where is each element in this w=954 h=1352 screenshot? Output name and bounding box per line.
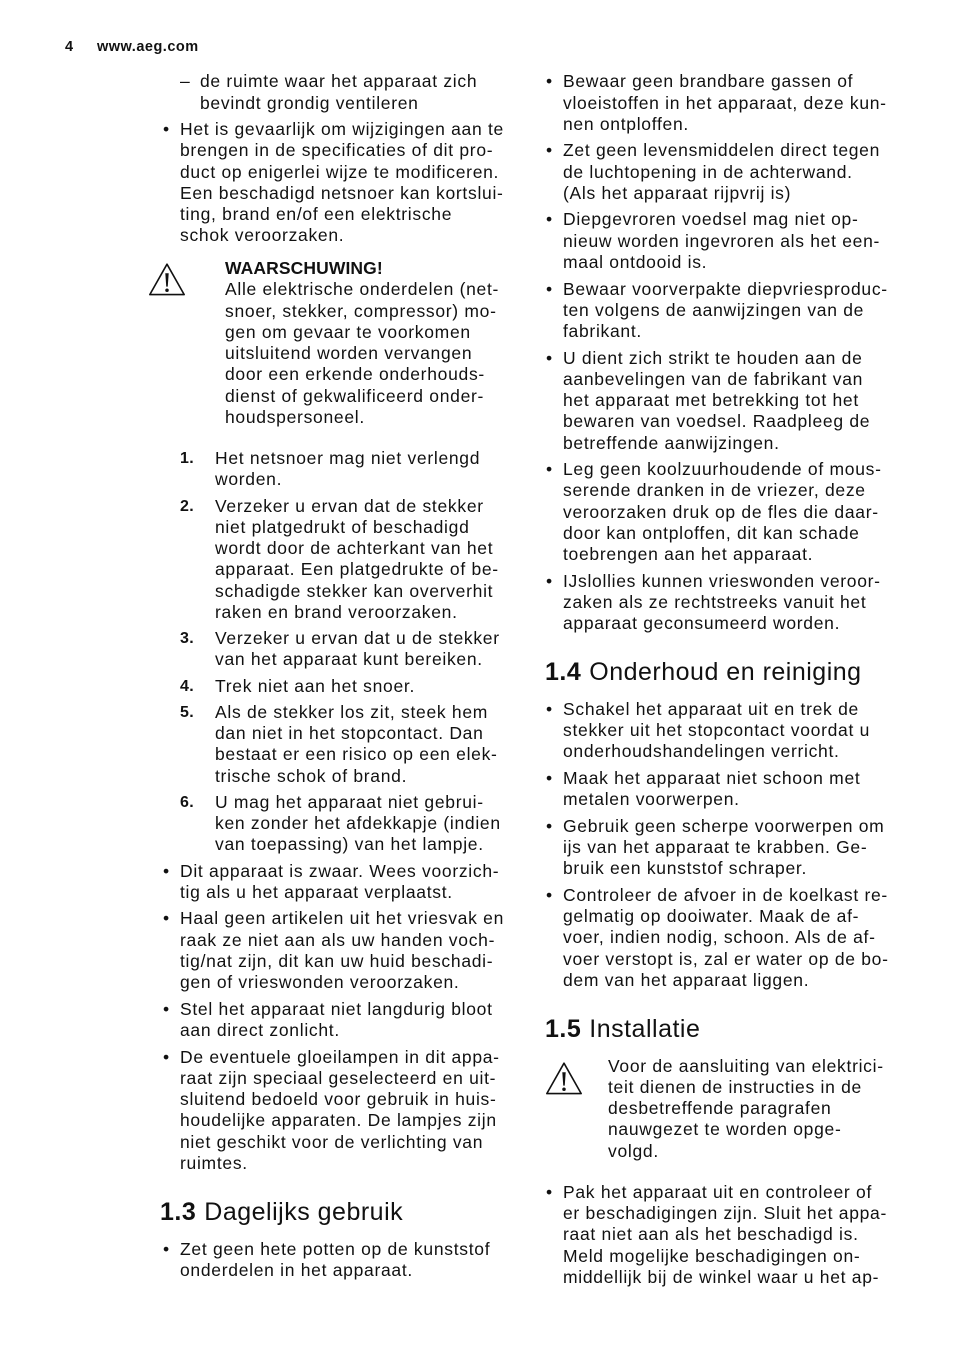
bullet-list-item: [545, 279, 925, 343]
warning-line: door een erkende onderhouds-: [225, 364, 485, 385]
bullet-marker: •: [546, 347, 553, 368]
step-number: 6.: [180, 793, 195, 811]
bullet-list-item: [545, 571, 925, 635]
bullet-item-line: vloeistoffen in het apparaat, deze kun-: [563, 92, 887, 113]
bullet-item-line: zaken als ze rechtstreeks vanuit het: [563, 591, 867, 612]
bullet-item-line: duct op enigerlei wijze te modificeren.: [180, 161, 500, 182]
bullet-item-line: veroorzaken druk op de fles die daar-: [563, 501, 879, 522]
bullet-item-line: nieuw worden ingevroren als het een-: [563, 230, 881, 251]
bullet-marker: •: [163, 1238, 170, 1259]
step-line: U mag het apparaat niet gebrui-: [215, 791, 484, 812]
bullet-marker: •: [163, 1046, 170, 1067]
bullet-list-item: [545, 140, 925, 204]
exclamation-dot: [562, 1087, 566, 1091]
bullet-item-line: Dit apparaat is zwaar. Wees voorzich-: [180, 860, 500, 881]
section-title: Dagelijks gebruik: [204, 1197, 404, 1226]
bullet-item-line: Maak het apparaat niet schoon met: [563, 767, 861, 788]
numbered-list-item: [160, 448, 530, 491]
warning-icon: [545, 1061, 583, 1096]
step-text: [215, 676, 530, 697]
bullet-item-line: betreffende aanwijzingen.: [563, 432, 780, 453]
step-number: 5.: [180, 703, 195, 721]
warning-triangle-svg: [148, 262, 186, 297]
bullet-list-item: [160, 1047, 530, 1175]
bullet-list-item: [160, 861, 530, 904]
section-title: Installatie: [589, 1014, 701, 1043]
step-line: worden.: [215, 469, 283, 490]
bullet-list-item: [160, 1239, 530, 1282]
bullet-item-line: IJslollies kunnen vrieswonden veroor-: [563, 570, 881, 591]
warning-line: dienst of gekwalificeerd onder-: [225, 385, 485, 406]
bullet-item-line: Pak het apparaat uit en controleer of: [563, 1181, 873, 1202]
bullet-item-line: De eventuele gloeilampen in dit appa-: [180, 1046, 500, 1067]
step-line: schadigde stekker kan oververhit: [215, 580, 494, 601]
bullet-marker: •: [546, 209, 553, 230]
left-column: [160, 71, 530, 1286]
step-number: 4.: [180, 677, 195, 695]
right-column: [545, 71, 925, 1293]
dash-item-text: [200, 71, 530, 114]
bullet-item-line: ijs van het apparaat te krabben. Ge-: [563, 837, 868, 858]
warning-line: nauwgezet te worden opge-: [608, 1119, 842, 1140]
bullet-item-line: raat niet aan als het beschadigd is.: [563, 1224, 859, 1245]
bullet-item-line: gen of vrieswonden veroorzaken.: [180, 972, 460, 993]
bullet-item-line: Het is gevaarlijk om wijzigingen aan te: [180, 119, 504, 140]
step-line: Als de stekker los zit, steek hem: [215, 701, 489, 722]
step-line: trische schok of brand.: [215, 765, 408, 786]
bullet-marker: •: [546, 815, 553, 836]
bullet-item-text: [563, 71, 925, 135]
section-number: 1.3: [160, 1197, 197, 1226]
bullet-list-item: [160, 119, 530, 247]
bullet-item-text: [180, 861, 530, 904]
bullet-marker: •: [546, 278, 553, 299]
bullet-marker: •: [546, 767, 553, 788]
warning-line: teit dienen de instructies in de: [608, 1076, 862, 1097]
bullet-item-line: raak ze niet aan als uw handen voch-: [180, 929, 496, 950]
bullet-item-text: [563, 699, 925, 763]
bullet-item-line: houdelijke apparaten. De lampjes zijn: [180, 1110, 497, 1131]
warning-title: WAARSCHUWING!: [225, 258, 383, 279]
warning-line: snoer, stekker, compressor) mo-: [225, 300, 497, 321]
step-line: Verzeker u ervan dat de stekker: [215, 495, 484, 516]
warning-line: volgd.: [608, 1140, 659, 1161]
bullet-item-line: dem van het apparaat liggen.: [563, 969, 810, 990]
step-line: dan niet in het stopcontact. Dan: [215, 723, 484, 744]
bullet-item-line: brengen in de specificaties of dit pro-: [180, 140, 494, 161]
bullet-item-line: Een beschadigd netsnoer kan kortslui-: [180, 182, 504, 203]
bullet-item-text: [563, 459, 925, 565]
section-number: 1.5: [545, 1014, 582, 1043]
step-number: 3.: [180, 630, 195, 648]
bullet-item-line: stekker uit het stopcontact voordat u: [563, 720, 871, 741]
bullet-item-text: [563, 571, 925, 635]
bullet-item-text: [563, 885, 925, 991]
bullet-item-line: aan direct zonlicht.: [180, 1020, 340, 1041]
bullet-marker: •: [163, 119, 170, 140]
bullet-item-line: bewaren van voedsel. Raadpleeg de: [563, 411, 871, 432]
warning-line: Alle elektrische onderdelen (net-: [225, 279, 500, 300]
bullet-list-item: [545, 768, 925, 811]
warning-line: houdspersoneel.: [225, 406, 365, 427]
bullet-list-item: [545, 699, 925, 763]
bullet-item-line: tig/nat zijn, dit kan uw huid beschadi-: [180, 950, 494, 971]
warning-line: desbetreffende paragrafen: [608, 1098, 832, 1119]
bullet-marker: •: [546, 1181, 553, 1202]
bullet-list-item: [545, 348, 925, 454]
warning-text: [608, 1056, 925, 1162]
bullet-item-text: [563, 816, 925, 880]
step-line: Het netsnoer mag niet verlengd: [215, 448, 481, 469]
step-line: niet platgedrukt of beschadigd: [215, 516, 470, 537]
bullet-list-item: [545, 209, 925, 273]
warning-icon: [148, 262, 186, 297]
warning-line: gen om gevaar te voorkomen: [225, 321, 471, 342]
bullet-item-text: [563, 348, 925, 454]
bullet-item-text: [180, 1239, 530, 1282]
bullet-item-line: sluitend bedoeld voor gebruik in huis-: [180, 1089, 497, 1110]
exclamation-bar: [165, 273, 168, 286]
bullet-item-line: de luchtopening in de achterwand.: [563, 161, 853, 182]
step-text: [215, 792, 530, 856]
bullet-item-line: raat zijn speciaal geselecteerd en uit-: [180, 1067, 497, 1088]
bullet-item-line: Bewaar geen brandbare gassen of: [563, 71, 854, 92]
bullet-marker: •: [163, 998, 170, 1019]
bullet-item-line: voer, indien nodig, schoon. Als de af-: [563, 927, 876, 948]
bullet-item-text: [563, 140, 925, 204]
bullet-item-line: nen ontploffen.: [563, 113, 689, 134]
bullet-item-line: bruik een kunststof schraper.: [563, 858, 808, 879]
warning-line: uitsluitend worden vervangen: [225, 343, 473, 364]
warning-notice: [545, 1056, 925, 1162]
bullet-marker: •: [546, 884, 553, 905]
numbered-list: [160, 448, 530, 856]
step-line: raken en brand veroorzaken.: [215, 601, 458, 622]
bullet-item-line: onderdelen in het apparaat.: [180, 1259, 413, 1280]
bullet-item-line: Zet geen levensmiddelen direct tegen: [563, 140, 881, 161]
bullet-list-item: [160, 999, 530, 1042]
bullet-marker: •: [546, 570, 553, 591]
section-title: Onderhoud en reiniging: [589, 657, 862, 686]
numbered-list-item: [160, 496, 530, 624]
bullet-list-item: [545, 71, 925, 135]
step-text: [215, 702, 530, 787]
bullet-item-line: ruimtes.: [180, 1152, 248, 1173]
bullet-item-line: maal ontdooid is.: [563, 251, 708, 272]
warning-notice: [160, 258, 530, 428]
bullet-item-line: voer verstopt is, zal er water op de bo-: [563, 948, 889, 969]
bullet-item-line: ten volgens de aanwijzingen van de: [563, 299, 865, 320]
bullet-item-line: tig als u het apparaat verplaatst.: [180, 881, 453, 902]
step-line: ken zonder het afdekkapje (indien: [215, 813, 501, 834]
step-line: wordt door de achterkant van het: [215, 538, 494, 559]
section-heading: [545, 657, 925, 687]
warning-triangle-svg: [545, 1061, 583, 1096]
bullet-item-line: Leg geen koolzuurhoudende of mous-: [563, 459, 882, 480]
numbered-list-item: [160, 676, 530, 697]
bullet-item-text: [563, 1182, 925, 1288]
bullet-item-line: serende dranken in de vriezer, deze: [563, 480, 866, 501]
bullet-list-item: [545, 816, 925, 880]
bullet-item-line: Diepgevroren voedsel mag niet op-: [563, 209, 859, 230]
section-heading: [545, 1014, 925, 1044]
numbered-list-item: [160, 702, 530, 787]
step-text: [215, 628, 530, 671]
bullet-item-text: [180, 119, 530, 247]
bullet-item-text: [563, 209, 925, 273]
bullet-marker: •: [163, 860, 170, 881]
bullet-item-line: door kan ontploffen, dit kan schade: [563, 522, 860, 543]
exclamation-dot: [165, 288, 169, 292]
numbered-list-item: [160, 628, 530, 671]
section-number: 1.4: [545, 657, 582, 686]
bullet-marker: •: [163, 908, 170, 929]
bullet-item-line: ting, brand en/of een elektrische: [180, 204, 453, 225]
bullet-item-text: [180, 908, 530, 993]
bullet-item-line: niet geschikt voor de verlichting van: [180, 1131, 484, 1152]
bullet-item-line: het apparaat met betrekking tot het: [563, 390, 859, 411]
step-number: 1.: [180, 450, 195, 468]
bullet-item-line: onderhoudshandelingen verricht.: [563, 741, 840, 762]
bullet-list-item: [160, 908, 530, 993]
step-line: Verzeker u ervan dat u de stekker: [215, 628, 500, 649]
dash-marker: –: [180, 71, 191, 92]
warning-text: [225, 279, 530, 428]
bullet-marker: •: [546, 459, 553, 480]
step-text: [215, 448, 530, 491]
dash-item-line: bevindt grondig ventileren: [200, 92, 419, 113]
bullet-item-line: U dient zich strikt te houden aan de: [563, 347, 863, 368]
bullet-item-line: Schakel het apparaat uit en trek de: [563, 698, 859, 719]
bullet-marker: •: [546, 698, 553, 719]
bullet-item-text: [563, 768, 925, 811]
step-line: van toepassing) van het lampje.: [215, 834, 484, 855]
bullet-item-line: schok veroorzaken.: [180, 225, 345, 246]
bullet-item-line: er beschadigingen zijn. Sluit het appa-: [563, 1203, 888, 1224]
bullet-item-line: Meld mogelijke beschadigingen on-: [563, 1245, 861, 1266]
bullet-marker: •: [546, 71, 553, 92]
step-number: 2.: [180, 497, 195, 515]
step-text: [215, 496, 530, 624]
bullet-item-text: [180, 999, 530, 1042]
step-line: apparaat. Een platgedrukte of be-: [215, 559, 499, 580]
bullet-item-line: Gebruik geen scherpe voorwerpen om: [563, 815, 885, 836]
dash-item-line: de ruimte waar het apparaat zich: [200, 71, 478, 92]
website-url: www.aeg.com: [97, 39, 199, 55]
step-line: van het apparaat kunt bereiken.: [215, 649, 483, 670]
bullet-item-line: Controleer de afvoer in de koelkast re-: [563, 884, 888, 905]
bullet-item-line: Haal geen artikelen uit het vriesvak en: [180, 908, 504, 929]
bullet-item-line: gelmatig op dooiwater. Maak de af-: [563, 906, 860, 927]
bullet-item-line: Bewaar voorverpakte diepvriesproduc-: [563, 278, 888, 299]
bullet-list-item: [545, 885, 925, 991]
bullet-item-line: middellijk bij de winkel waar u het ap-: [563, 1266, 880, 1287]
bullet-item-text: [563, 279, 925, 343]
bullet-marker: •: [546, 140, 553, 161]
bullet-item-line: toebrengen aan het apparaat.: [563, 544, 814, 565]
step-line: bestaat er een risico op een elek-: [215, 744, 498, 765]
bullet-item-line: Zet geen hete potten op de kunststof: [180, 1238, 491, 1259]
exclamation-bar: [562, 1072, 565, 1085]
bullet-item-line: (Als het apparaat rijpvrij is): [563, 182, 792, 203]
bullet-list-item: [545, 1182, 925, 1288]
dash-list-item: [160, 71, 530, 114]
numbered-list-item: [160, 792, 530, 856]
bullet-item-line: Stel het apparaat niet langdurig bloot: [180, 998, 493, 1019]
bullet-item-text: [180, 1047, 530, 1175]
bullet-list-item: [545, 459, 925, 565]
bullet-item-line: aanbevelingen van de fabrikant van: [563, 368, 864, 389]
bullet-item-line: apparaat geconsumeerd worden.: [563, 613, 841, 634]
warning-line: Voor de aansluiting van elektrici-: [608, 1055, 884, 1076]
page-number: 4: [65, 39, 74, 55]
section-heading: [160, 1197, 530, 1227]
bullet-item-line: fabrikant.: [563, 321, 642, 342]
step-line: Trek niet aan het snoer.: [215, 675, 416, 696]
bullet-item-line: metalen voorwerpen.: [563, 789, 740, 810]
